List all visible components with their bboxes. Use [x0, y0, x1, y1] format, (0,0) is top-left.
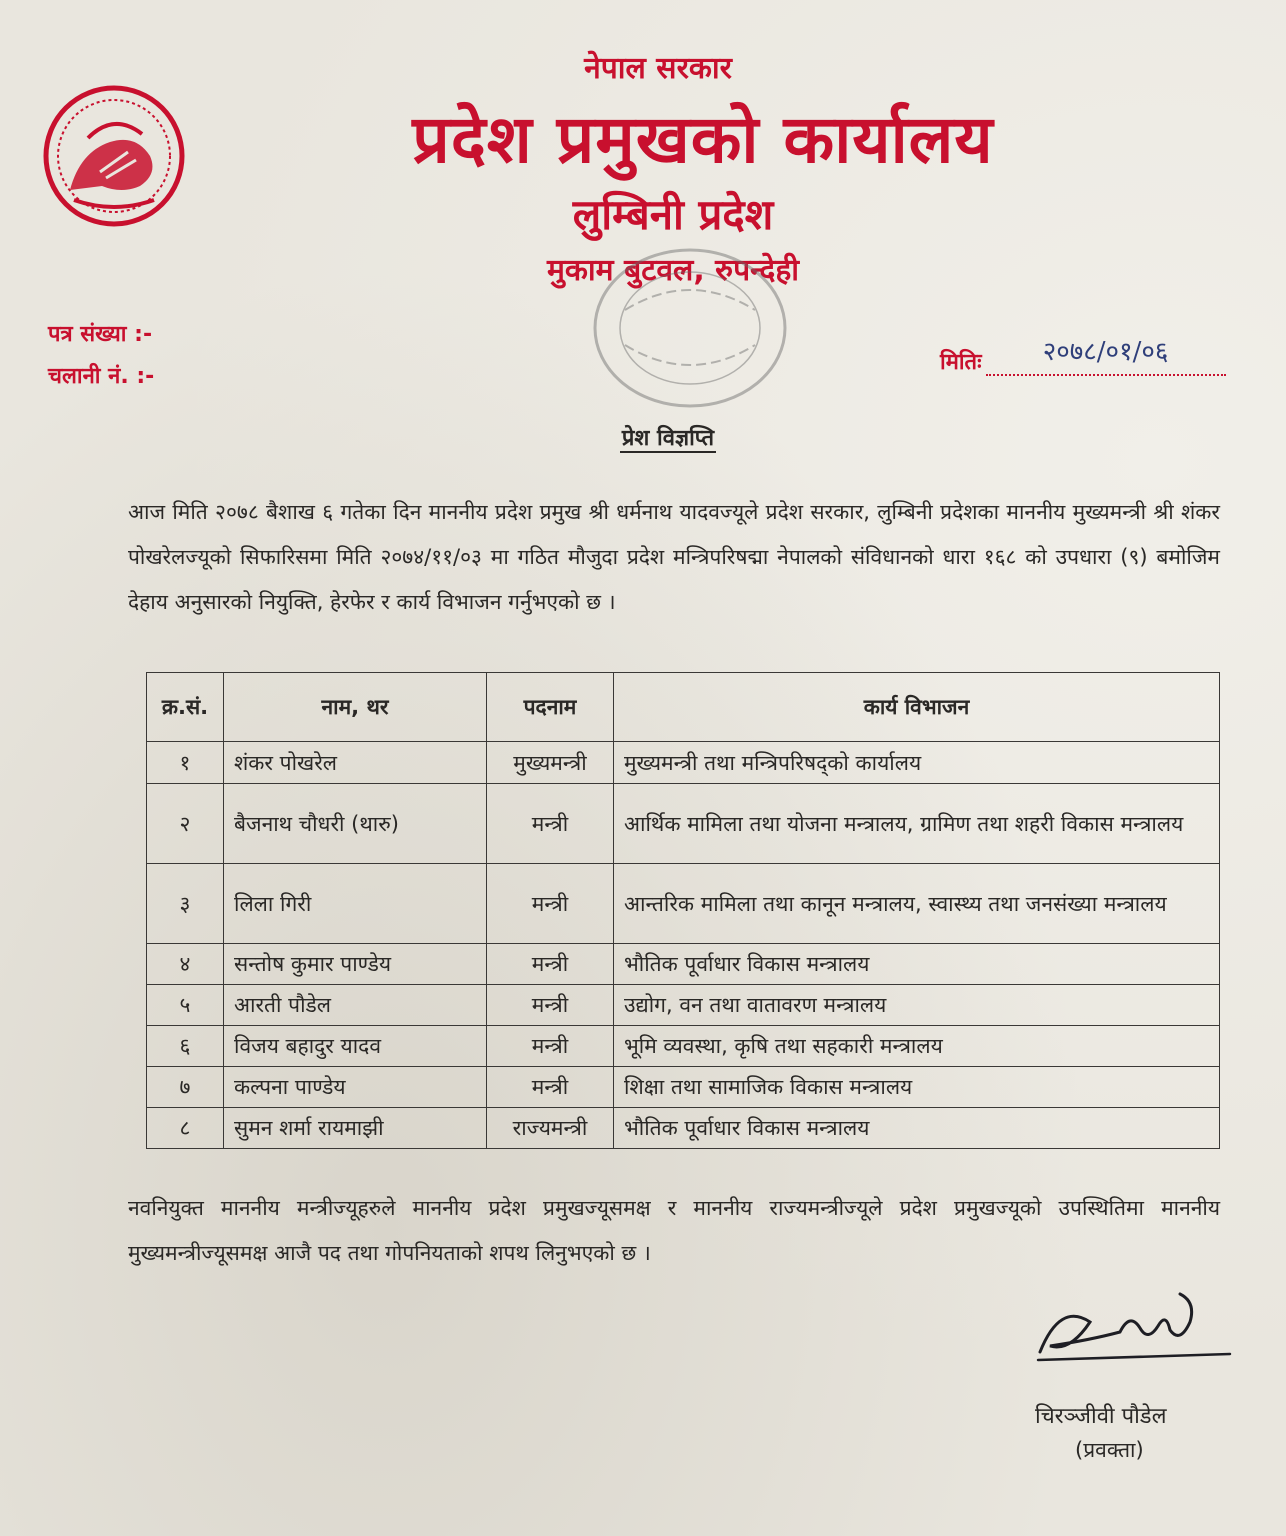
- cell-dept: शिक्षा तथा सामाजिक विकास मन्त्रालय: [614, 1067, 1220, 1108]
- header-sn: क्र.सं.: [147, 673, 224, 742]
- table-row: [147, 1026, 1220, 1067]
- cell-post: राज्यमन्त्री: [487, 1108, 614, 1149]
- cabinet-table: [146, 672, 1220, 1149]
- cell-sn: ८: [147, 1108, 224, 1149]
- government-name: नेपाल सरकार: [584, 51, 732, 86]
- cell-name: बैजनाथ चौधरी (थारु): [224, 784, 487, 864]
- cell-dept: उद्योग, वन तथा वातावरण मन्त्रालय: [614, 985, 1220, 1026]
- cell-dept: भूमि व्यवस्था, कृषि तथा सहकारी मन्त्रालय: [614, 1026, 1220, 1067]
- cell-post: मन्त्री: [487, 985, 614, 1026]
- cell-post: मन्त्री: [487, 864, 614, 944]
- notice-title-row: [0, 422, 1286, 452]
- header-dept: कार्य विभाजन: [614, 673, 1220, 742]
- table-row: [147, 742, 1220, 784]
- cell-sn: ६: [147, 1026, 224, 1067]
- cell-post: मन्त्री: [487, 1067, 614, 1108]
- table-header-row: [147, 673, 1220, 742]
- cell-sn: ७: [147, 1067, 224, 1108]
- province-name: लुम्बिनी प्रदेश: [572, 190, 774, 239]
- cell-dept: मुख्यमन्त्री तथा मन्त्रिपरिषद्को कार्यालय: [614, 742, 1220, 784]
- date-line: [986, 338, 1226, 376]
- header-name: नाम, थर: [224, 673, 487, 742]
- signatory-name: चिरञ्जीवी पौडेल: [1035, 1404, 1167, 1429]
- cell-sn: ५: [147, 985, 224, 1026]
- cell-sn: १: [147, 742, 224, 784]
- cell-name: विजय बहादुर यादव: [224, 1026, 487, 1067]
- cell-post: मन्त्री: [487, 1026, 614, 1067]
- office-stamp: [585, 240, 795, 415]
- date-label: मितिः: [940, 350, 982, 375]
- cell-name: आरती पौडेल: [224, 985, 487, 1026]
- notice-title: प्रेश विज्ञप्ति: [621, 426, 715, 451]
- cell-name: लिला गिरी: [224, 864, 487, 944]
- cell-dept: भौतिक पूर्वाधार विकास मन्त्रालय: [614, 944, 1220, 985]
- cell-name: सन्तोष कुमार पाण्डेय: [224, 944, 487, 985]
- table-row: [147, 864, 1220, 944]
- table-row: [147, 1067, 1220, 1108]
- cell-name: कल्पना पाण्डेय: [224, 1067, 487, 1108]
- date-value: २०७८/०१/०६: [1042, 337, 1169, 367]
- closing-paragraph: नवनियुक्त माननीय मन्त्रीज्यूहरुले माननीय प्रदेश प्रमुखज्यूसमक्ष र माननीय राज्यमन्त्रीज्यूले प्रदेश प्रमुखज्यूको उपस्थितिमा माननीय मुख्यमन्त्रीज्यूसमक्ष आजै पद तथा गोपनियताको शपथ लिनुभएको छ ।: [128, 1196, 1220, 1265]
- dispatch-number-label: चलानी नं. :-: [48, 364, 155, 389]
- cell-name: सुमन शर्मा रायमाझी: [224, 1108, 487, 1149]
- header-post: पदनाम: [487, 673, 614, 742]
- office-title: प्रदेश प्रमुखको कार्यालय: [412, 101, 994, 178]
- signatory-role: (प्रवक्ता): [1075, 1438, 1144, 1462]
- cell-dept: आन्तरिक मामिला तथा कानून मन्त्रालय, स्वास्थ्य तथा जनसंख्या मन्त्रालय: [614, 864, 1220, 944]
- cell-sn: ३: [147, 864, 224, 944]
- cell-sn: २: [147, 784, 224, 864]
- cell-post: मन्त्री: [487, 784, 614, 864]
- table-row: [147, 784, 1220, 864]
- cell-post: मुख्यमन्त्री: [487, 742, 614, 784]
- cell-post: मन्त्री: [487, 944, 614, 985]
- cell-name: शंकर पोखरेल: [224, 742, 487, 784]
- table-row: [147, 944, 1220, 985]
- date-field: [940, 338, 1226, 376]
- table-row: [147, 985, 1220, 1026]
- headquarters-address: मुकाम बुटवल, रुपन्देही: [546, 253, 800, 288]
- letter-number-label: पत्र संख्या :-: [48, 322, 153, 347]
- cell-dept: आर्थिक मामिला तथा योजना मन्त्रालय, ग्रामिण तथा शहरी विकास मन्त्रालय: [614, 784, 1220, 864]
- table-row: [147, 1108, 1220, 1149]
- cell-dept: भौतिक पूर्वाधार विकास मन्त्रालय: [614, 1108, 1220, 1149]
- intro-paragraph: आज मिति २०७८ बैशाख ६ गतेका दिन माननीय प्रदेश प्रमुख श्री धर्मनाथ यादवज्यूले प्रदेश सरकार, लुम्बिनी प्रदेशका माननीय मुख्यमन्त्री श्री शंकर पोखरेलज्यूको सिफारिसमा मिति २०७४/११/०३ मा गठित मौजुदा प्रदेश मन्त्रिपरिषद्मा नेपालको संविधानको धारा १६८ को उपधारा (९) बमोजिम देहाय अनुसारको नियुक्ति, हेरफेर र कार्य विभाजन गर्नुभएको छ ।: [128, 500, 1220, 614]
- signature: [1030, 1282, 1240, 1372]
- cell-sn: ४: [147, 944, 224, 985]
